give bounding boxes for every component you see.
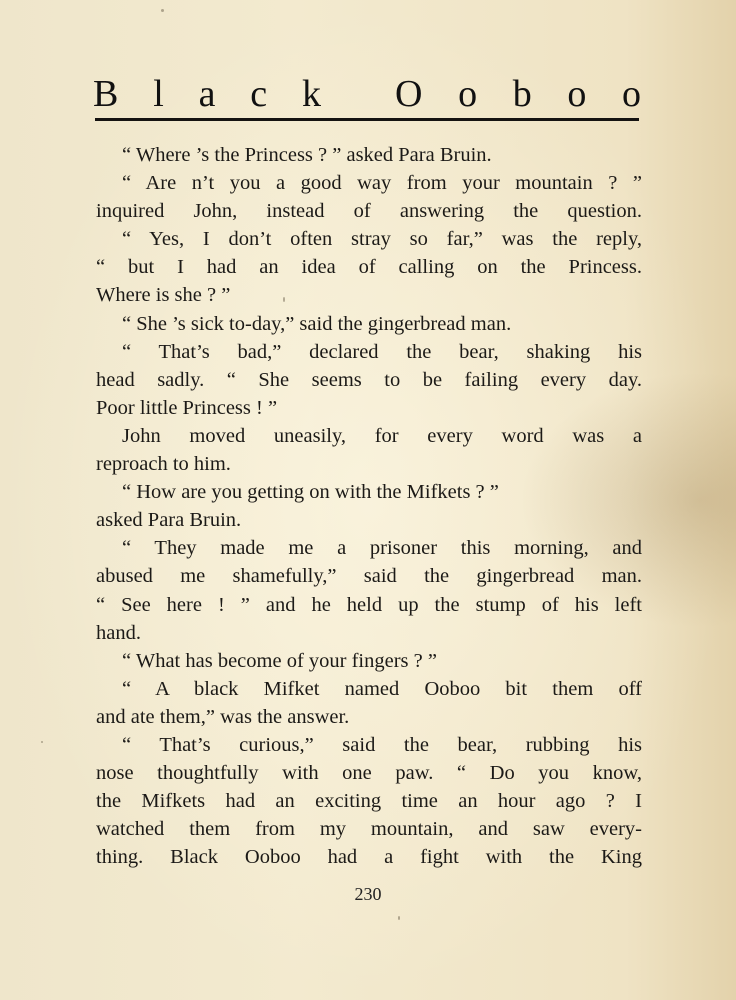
running-head-word-ooboo bbox=[395, 72, 641, 116]
text-line: “ but I had an idea of calling on the Princess. bbox=[96, 256, 642, 279]
running-head-word-black bbox=[93, 72, 321, 116]
text-line: thing. Black Ooboo had a fight with the King bbox=[96, 846, 642, 869]
text-line: reproach to him. bbox=[96, 453, 231, 476]
text-line: inquired John, instead of answering the question. bbox=[96, 200, 642, 223]
paper-speck bbox=[283, 297, 285, 302]
text-line: “ A black Mifket named Ooboo bit them off bbox=[122, 677, 642, 700]
text-line: “ They made me a prisoner this morning, and bbox=[122, 537, 642, 560]
text-line: head sadly. “ She seems to be failing every day. bbox=[96, 368, 642, 391]
text-line: “ How are you getting on with the Mifkets ? ” bbox=[122, 481, 499, 504]
text-line: watched them from my mountain, and saw every- bbox=[96, 818, 642, 841]
running-head-letter: o bbox=[458, 73, 478, 115]
running-head-letter: b bbox=[512, 73, 532, 115]
body-text bbox=[96, 141, 642, 871]
running-head bbox=[93, 72, 641, 116]
text-line: and ate them,” was the answer. bbox=[96, 705, 350, 728]
running-head-letter: a bbox=[198, 73, 216, 115]
text-line: the Mifkets had an exciting time an hour ago ? I bbox=[96, 790, 642, 813]
text-line: “ That’s curious,” said the bear, rubbing his bbox=[122, 733, 642, 756]
text-line: “ What has become of your fingers ? ” bbox=[122, 649, 437, 672]
running-head-letter: o bbox=[567, 73, 587, 115]
paper-speck bbox=[398, 916, 400, 920]
text-line: “ Yes, I don’t often stray so far,” was the reply, bbox=[122, 228, 642, 251]
running-head-letter: O bbox=[395, 73, 423, 115]
text-line: asked Para Bruin. bbox=[96, 509, 242, 532]
text-line: John moved uneasily, for every word was a bbox=[122, 424, 642, 447]
text-line: nose thoughtfully with one paw. “ Do you know, bbox=[96, 762, 642, 785]
running-head-letter: k bbox=[301, 73, 321, 115]
text-line: “ Where ’s the Princess ? ” asked Para Bruin. bbox=[122, 144, 492, 166]
text-line: “ See here ! ” and he held up the stump of his left bbox=[96, 593, 642, 616]
text-line: “ Are n’t you a good way from your mountain ? ” bbox=[122, 172, 642, 195]
text-line: hand. bbox=[96, 621, 141, 644]
text-line: Poor little Princess ! ” bbox=[96, 396, 278, 419]
header-rule bbox=[95, 118, 639, 121]
text-line: “ That’s bad,” declared the bear, shaking his bbox=[122, 340, 642, 363]
running-head-letter: c bbox=[250, 73, 268, 115]
text-line: “ She ’s sick to-day,” said the gingerbread man. bbox=[122, 312, 512, 335]
text-line: Where is she ? ” bbox=[96, 284, 231, 307]
paper-speck bbox=[161, 9, 164, 12]
paper-speck bbox=[41, 741, 43, 743]
page-number: 230 bbox=[354, 884, 382, 904]
text-line: abused me shamefully,” said the gingerbread man. bbox=[96, 565, 642, 588]
running-head-letter: o bbox=[621, 73, 641, 115]
running-head-letter: B bbox=[93, 73, 119, 115]
running-head-letter: l bbox=[153, 73, 164, 115]
